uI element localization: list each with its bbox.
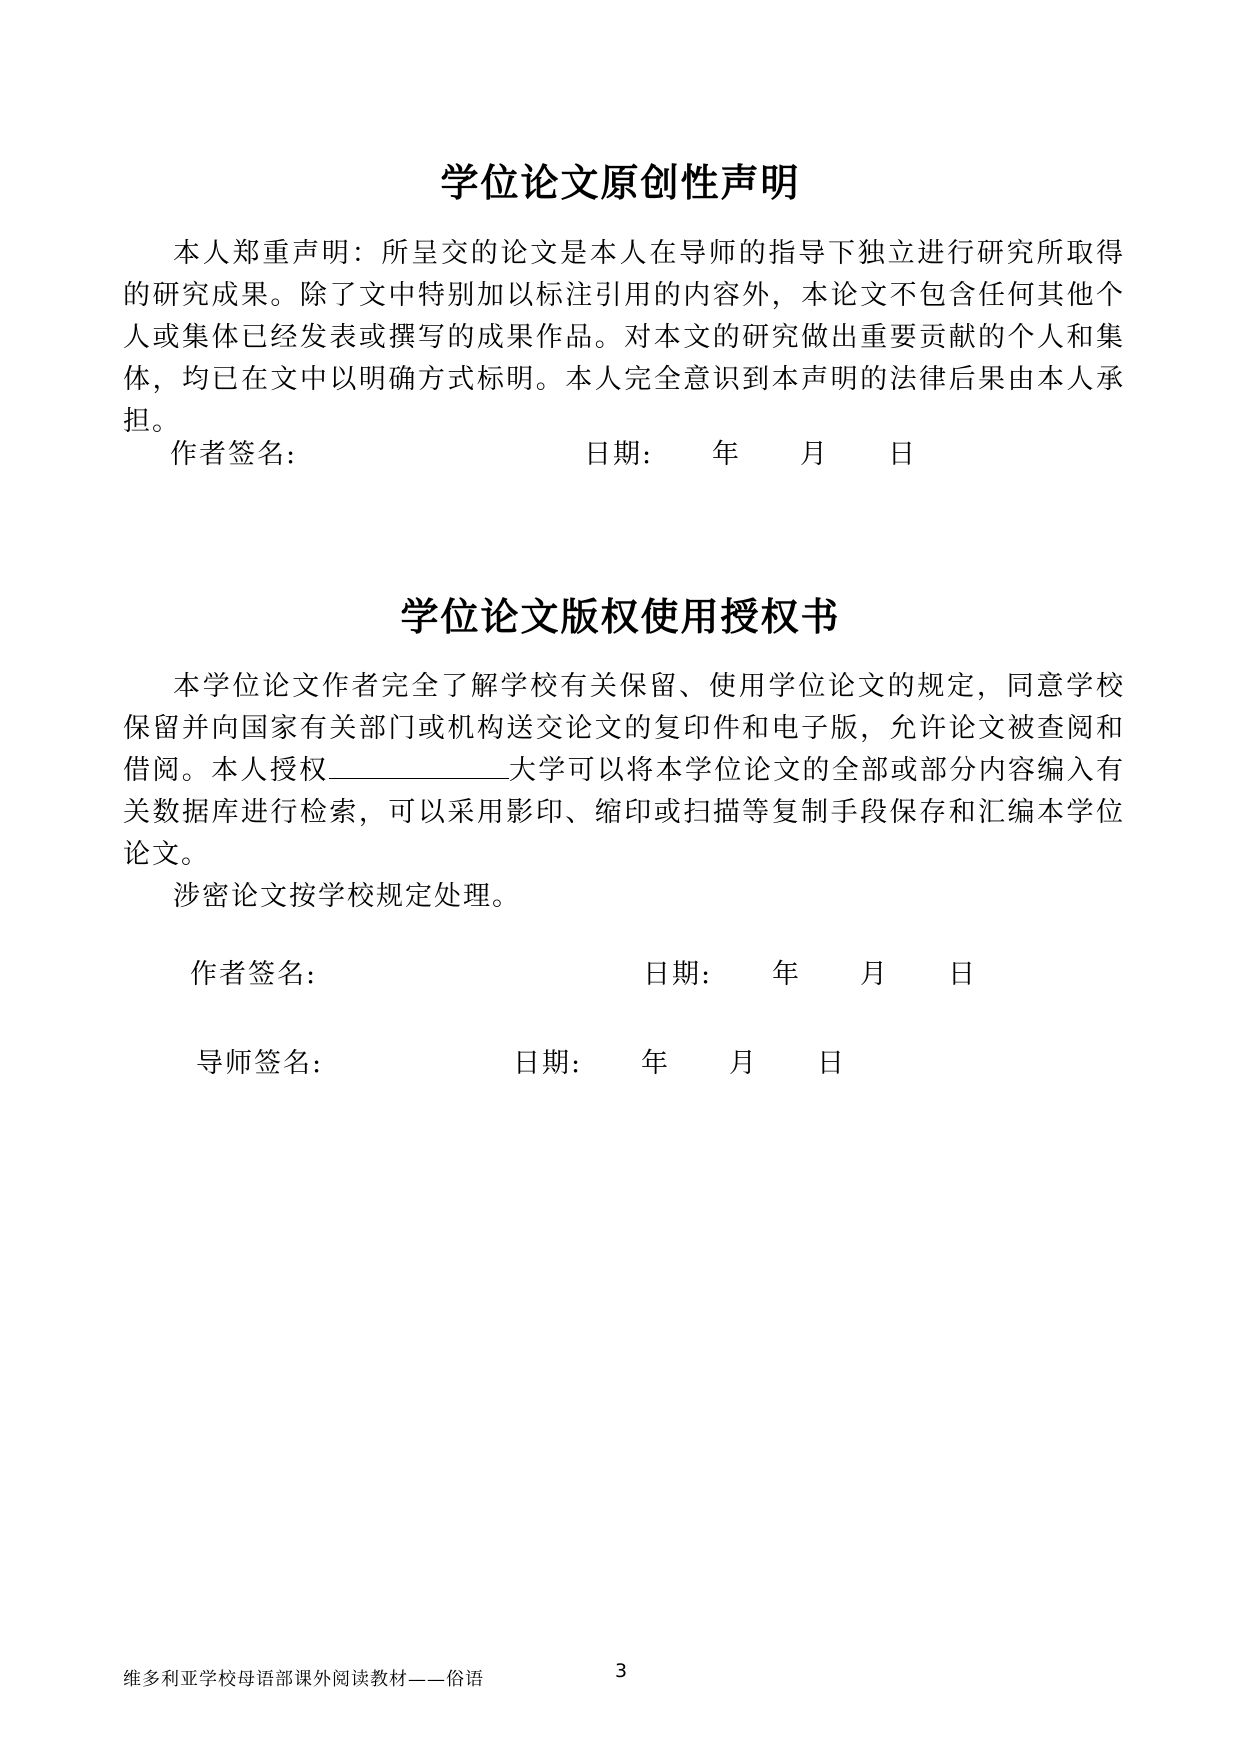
advisor-day-label: 日 — [817, 1048, 846, 1079]
page-number: 3 — [615, 1660, 628, 1682]
university-name-blank[interactable] — [329, 750, 509, 779]
advisor-year-label: 年 — [641, 1048, 670, 1079]
advisor-sign-label: 导师签名: — [196, 1048, 324, 1079]
authorization-body-part-2: 大学可以将本学位论文的全部或部分内容编入有关数据库进行检索，可以采用影印、缩印或扫描等复制手段保存和汇编本学位论文。 — [123, 755, 1125, 870]
declaration-day-label: 日 — [888, 439, 917, 470]
authorization-author-sign-label: 作者签名: — [190, 959, 318, 990]
advisor-date-label: 日期: — [513, 1048, 583, 1079]
authorization-author-date-label: 日期: — [643, 959, 713, 990]
declaration-author-sign-label: 作者签名: — [170, 439, 298, 470]
authorization-author-day-label: 日 — [948, 959, 977, 990]
declaration-title: 学位论文原创性声明 — [440, 161, 801, 205]
declaration-date-label: 日期: — [584, 439, 654, 470]
authorization-author-year-label: 年 — [772, 959, 801, 990]
authorization-body-part-1: 本学位论文作者完全了解学校有关保留、使用学位论文的规定，同意学校保留并向国家有关部门或机构送交论文的复印件和电子版，允许论文被查阅和借阅。本人授权 — [123, 671, 1125, 786]
declaration-year-label: 年 — [712, 439, 741, 470]
declaration-body: 本人郑重声明：所呈交的论文是本人在导师的指导下独立进行研究所取得的研究成果。除了文中特别加以标注引用的内容外，本论文不包含任何其他个人或集体已经发表或撰写的成果作品。对本文的研究做出重要贡献的个人和集体，均已在文中以明确方式标明。本人完全意识到本声明的法律后果由本人承担。 — [123, 238, 1125, 437]
declaration-month-label: 月 — [800, 439, 829, 470]
authorization-body — [123, 666, 1125, 876]
advisor-month-label: 月 — [729, 1048, 758, 1079]
secret-thesis-note: 涉密论文按学校规定处理。 — [173, 881, 521, 912]
authorization-title: 学位论文版权使用授权书 — [400, 595, 841, 639]
footer-text: 维多利亚学校母语部课外阅读教材——俗语 — [123, 1669, 484, 1690]
authorization-author-month-label: 月 — [860, 959, 889, 990]
